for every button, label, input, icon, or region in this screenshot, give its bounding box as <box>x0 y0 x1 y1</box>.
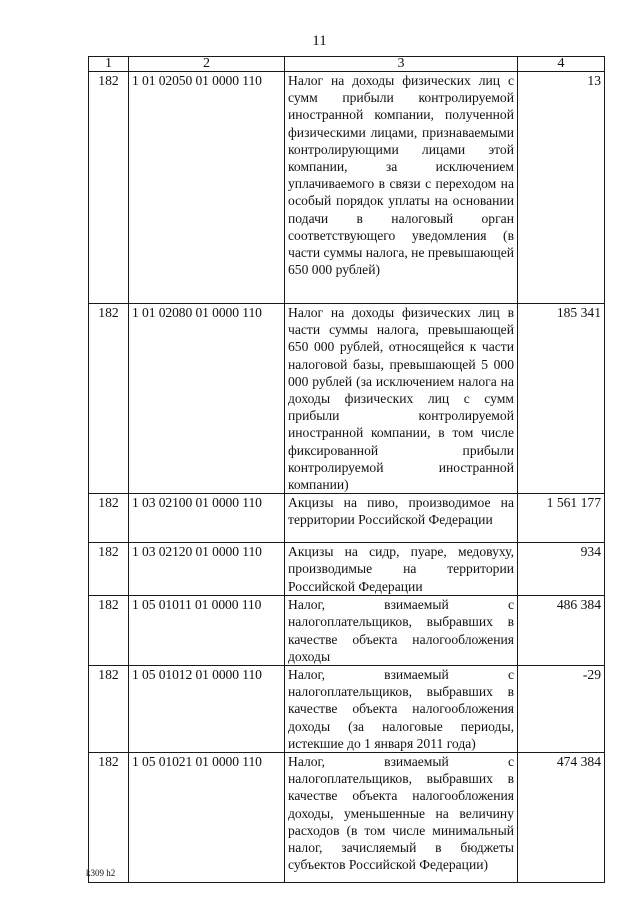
page-number: 11 <box>312 33 327 49</box>
amount-cell: 474 384 <box>518 753 605 883</box>
revenue-description-cell: Акцизы на пиво, производимое на территории Российской Федерации <box>285 494 518 543</box>
agency-code-cell: 182 <box>89 596 129 666</box>
column-header-2: 2 <box>129 57 285 72</box>
budget-classification-code-cell: 1 05 01021 01 0000 110 <box>129 753 285 883</box>
table-header-row <box>89 57 605 72</box>
budget-classification-code-cell: 1 03 02120 01 0000 110 <box>129 543 285 596</box>
table-row <box>89 494 605 543</box>
agency-code-cell: 182 <box>89 543 129 596</box>
amount-cell: 934 <box>518 543 605 596</box>
revenue-description-cell: Налог, взимаемый с налогоплательщиков, выбравших в качестве объекта налогообложения доходы, уменьшенные на величину расходов (в том числе минимальный налог, зачисляемый в бюджеты субъектов Российской Федерации) <box>285 753 518 883</box>
budget-classification-code-cell: 1 05 01011 01 0000 110 <box>129 596 285 666</box>
table-row <box>89 72 605 304</box>
budget-revenue-table <box>88 56 605 883</box>
agency-code-cell: 182 <box>89 753 129 883</box>
amount-cell: 486 384 <box>518 596 605 666</box>
budget-classification-code-cell: 1 01 02050 01 0000 110 <box>129 72 285 304</box>
table-row <box>89 753 605 883</box>
agency-code-cell: 182 <box>89 666 129 753</box>
agency-code-cell: 182 <box>89 72 129 304</box>
agency-code-cell: 182 <box>89 304 129 494</box>
table-row <box>89 666 605 753</box>
table-row <box>89 543 605 596</box>
budget-classification-code-cell: 1 01 02080 01 0000 110 <box>129 304 285 494</box>
amount-cell: 1 561 177 <box>518 494 605 543</box>
budget-classification-code-cell: 1 03 02100 01 0000 110 <box>129 494 285 543</box>
amount-cell: -29 <box>518 666 605 753</box>
table-row <box>89 304 605 494</box>
revenue-description-cell: Налог на доходы физических лиц в части суммы налога, превышающей 650 000 рублей, относящейся к части налоговой базы, превышающей 5 000 000 рублей (за исключением налога на доходы физических лиц с сумм прибыли контролируемой иностранной компании, в том числе фиксированной прибыли контролируемой иностранной компании) <box>285 304 518 494</box>
amount-cell: 185 341 <box>518 304 605 494</box>
budget-classification-code-cell: 1 05 01012 01 0000 110 <box>129 666 285 753</box>
revenue-description-cell: Акцизы на сидр, пуаре, медовуху, производимые на территории Российской Федерации <box>285 543 518 596</box>
column-header-3: 3 <box>285 57 518 72</box>
revenue-description-cell: Налог, взимаемый с налогоплательщиков, выбравших в качестве объекта налогообложения доходы <box>285 596 518 666</box>
column-header-4: 4 <box>518 57 605 72</box>
table-row <box>89 596 605 666</box>
amount-cell: 13 <box>518 72 605 304</box>
column-header-1: 1 <box>89 57 129 72</box>
agency-code-cell: 182 <box>89 494 129 543</box>
revenue-description-cell: Налог на доходы физических лиц с сумм прибыли контролируемой иностранной компании, полученной физическими лицами, признаваемыми контролирующими лицами этой компании, за исключением уплачиваемого в связи с переходом на особый порядок уплаты на основании подачи в налоговый орган соответствующего уведомления (в части суммы налога, не превышающей 650 000 рублей) <box>285 72 518 304</box>
revenue-description-cell: Налог, взимаемый с налогоплательщиков, выбравших в качестве объекта налогообложения доходы (за налоговые периоды, истекшие до 1 января 2011 года) <box>285 666 518 753</box>
document-footer-code: k309 h2 <box>86 868 116 878</box>
